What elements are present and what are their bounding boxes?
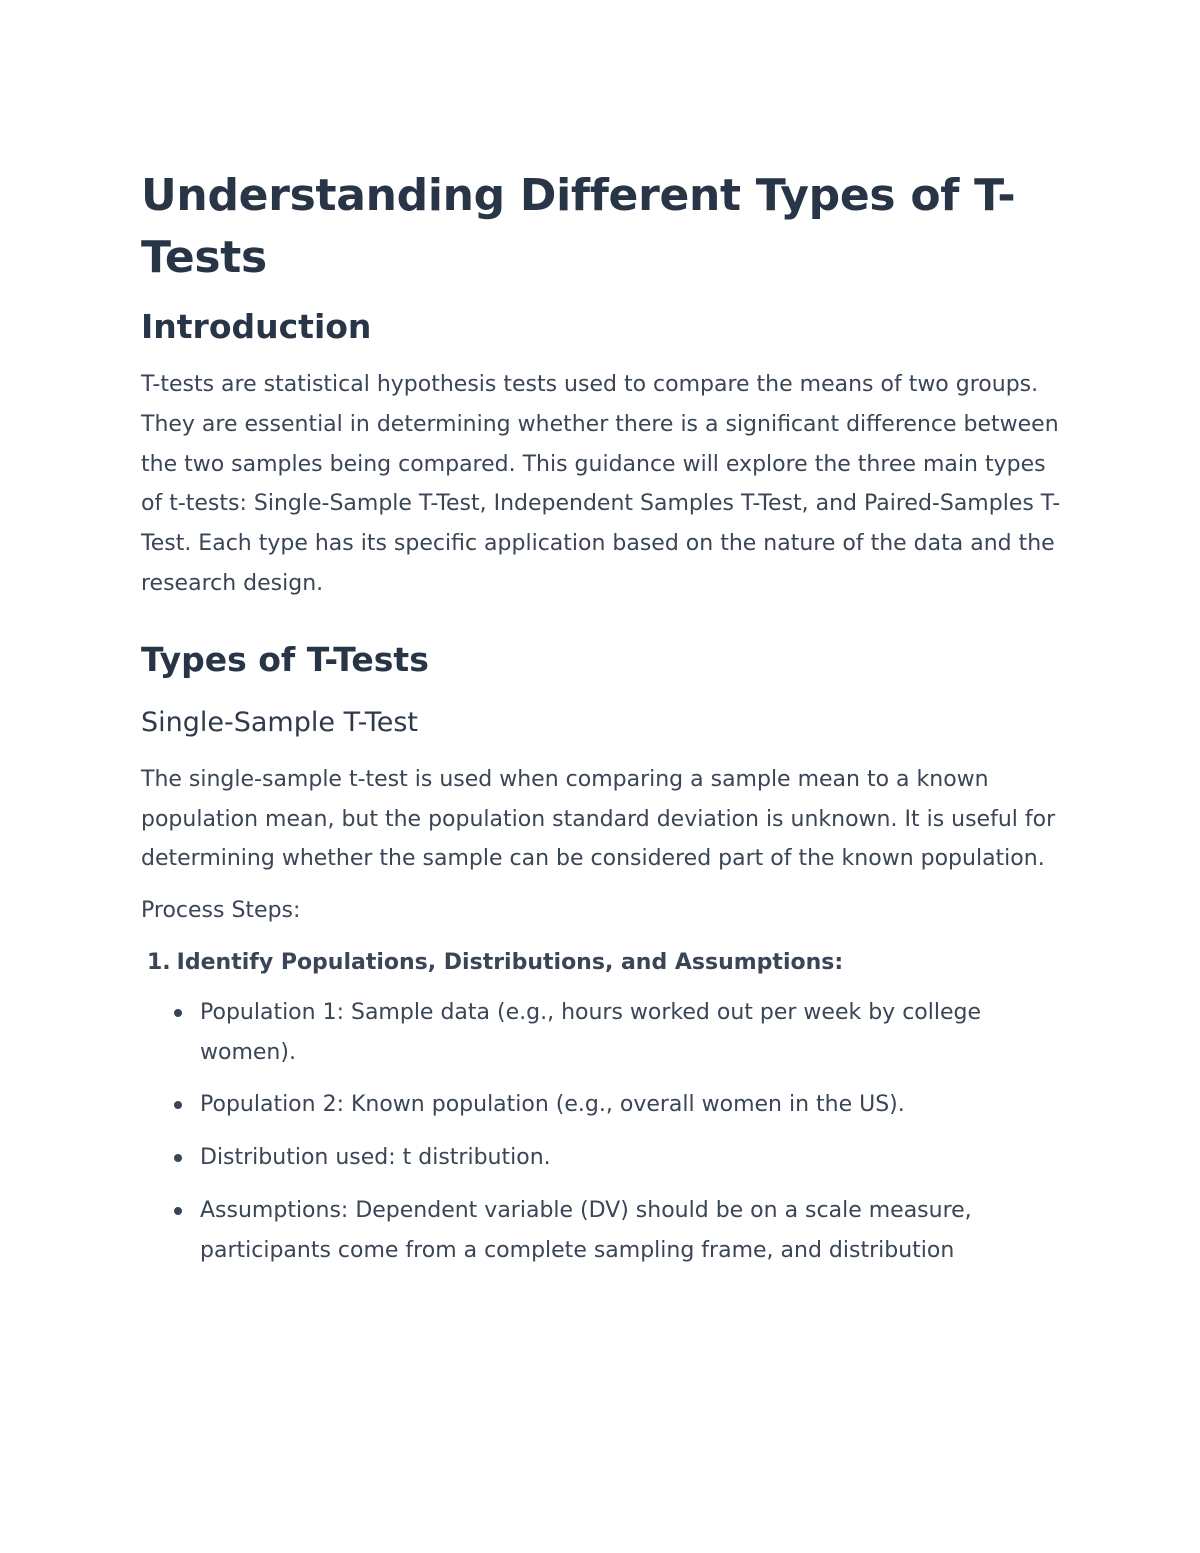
bullet-item: [141, 1191, 1061, 1271]
bullet-item: [141, 993, 1061, 1073]
bullet-item: [141, 1085, 1061, 1125]
single-sample-heading: Single-Sample T-Test: [141, 706, 419, 738]
document-title: Understanding Different Types of T-Tests: [141, 170, 1016, 283]
introduction-heading: Introduction: [141, 307, 372, 346]
process-step: [141, 943, 1061, 1271]
step-title: Identify Populations, Distributions, and Assumptions:: [176, 949, 844, 975]
step-bullet-list: [141, 993, 1061, 1271]
types-heading: Types of T-Tests: [141, 639, 429, 679]
bullet-icon: [174, 1207, 182, 1215]
bullet-text: Assumptions: Dependent variable (DV) should be on a scale measure, participants come from a complete sampling frame, and distribution: [200, 1197, 972, 1263]
bullet-icon: [174, 1101, 182, 1109]
bullet-text: Population 2: Known population (e.g., overall women in the US).: [200, 1092, 905, 1118]
bullet-item: [141, 1138, 1061, 1178]
bullet-icon: [174, 1009, 182, 1017]
single-sample-paragraph: The single-sample t-test is used when comparing a sample mean to a known population mean, but the population standard deviation is unknown. It is useful for determining whether the sample can be considered part of the known population.: [141, 766, 1056, 872]
bullet-icon: [174, 1154, 182, 1162]
bullet-text: Distribution used: t distribution.: [200, 1145, 551, 1171]
introduction-paragraph: T-tests are statistical hypothesis tests used to compare the means of two groups. They are essential in determining whether there is a significant difference between the two samples being compared. This guidance will explore the three main types of t-tests: Single-Sample T-Test, Independent Samples T-Test, and Paired-Samples T-Test. Each type has its specific application based on the nature of the data and the research design.: [141, 372, 1061, 596]
document-page: [141, 165, 1061, 1284]
step-number: 1.: [147, 949, 171, 975]
process-steps-list: [141, 943, 1061, 1271]
process-steps-label: Process Steps:: [141, 898, 301, 924]
bullet-text: Population 1: Sample data (e.g., hours worked out per week by college women).: [200, 999, 982, 1065]
